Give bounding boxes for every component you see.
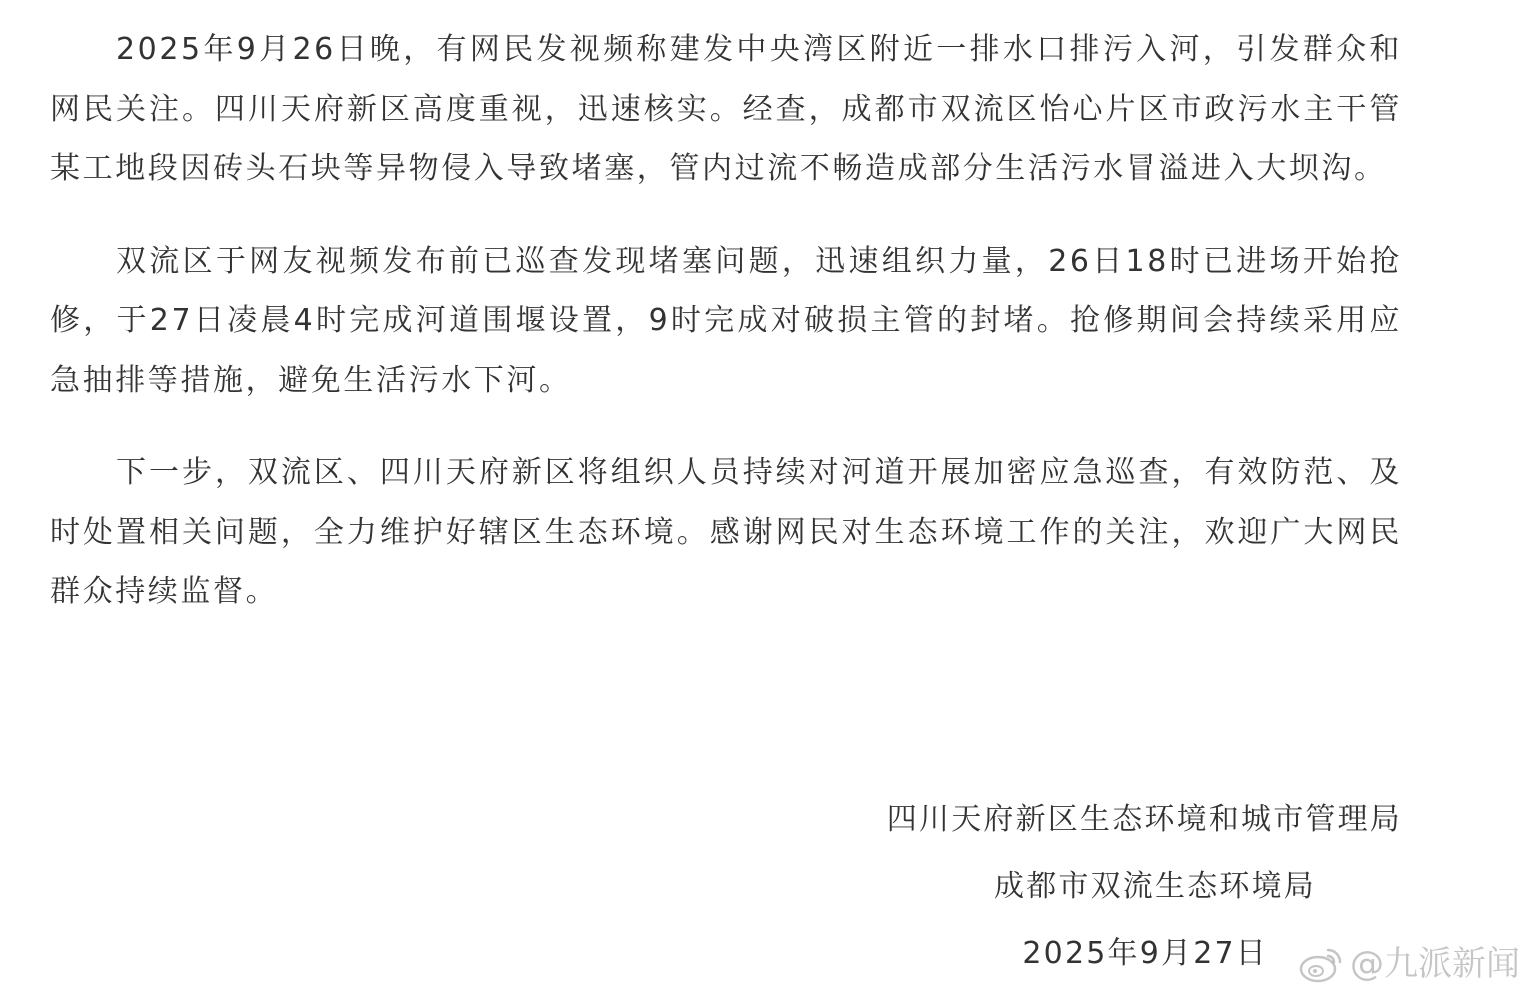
watermark xyxy=(1298,942,1520,986)
signature-date: 2025年9月27日 xyxy=(1022,936,1268,971)
paragraph-incident: 2025年9月26日晚，有网民发视频称建发中央湾区附近一排水口排污入河，引发群众和网民关注。四川天府新区高度重视，迅速核实。经查，成都市双流区怡心片区市政污水主干管某工地段因砖头石块等异物侵入导致堵塞，管内过流不畅造成部分生活污水冒溢进入大坝沟。 xyxy=(50,32,1402,186)
signature-org-tianfu: 四川天府新区生态环境和城市管理局 xyxy=(886,802,1402,837)
weibo-logo-icon xyxy=(1298,944,1344,984)
document-body xyxy=(50,20,1402,622)
paragraph-repair: 双流区于网友视频发布前已巡查发现堵塞问题，迅速组织力量，26日18时已进场开始抢修，于27日凌晨4时完成河道围堰设置，9时完成对破损主管的封堵。抢修期间会持续采用应急抽排等措施，避免生活污水下河。 xyxy=(50,243,1402,398)
paragraph-next-steps: 下一步，双流区、四川天府新区将组织人员持续对河道开展加密应急巡查，有效防范、及时处置相关问题，全力维护好辖区生态环境。感谢网民对生态环境工作的关注，欢迎广大网民群众持续监督。 xyxy=(50,455,1402,609)
watermark-text: @九派新闻 xyxy=(1350,944,1520,984)
signature-org-shuangliu: 成都市双流生态环境局 xyxy=(994,869,1316,904)
